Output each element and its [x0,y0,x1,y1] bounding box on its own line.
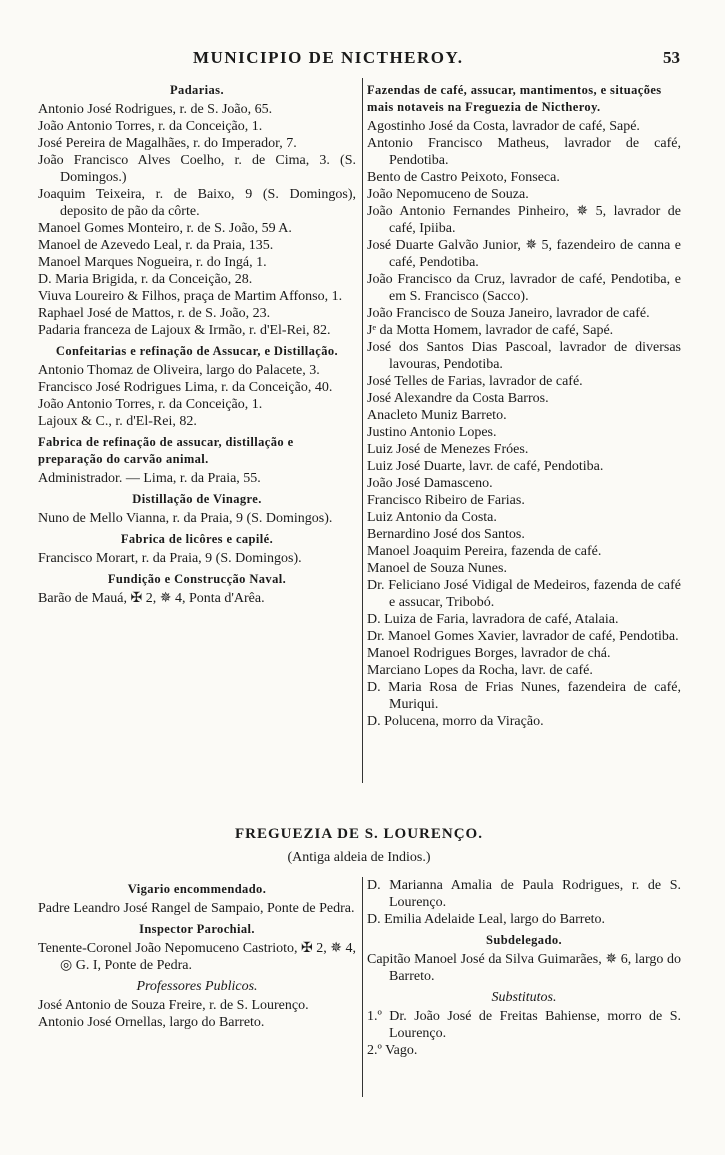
directory-entry: João Nepomuceno de Souza. [367,187,529,202]
category-heading: Fabrica de refinação de assucar, distillação e preparação do carvão animal. [38,435,294,466]
directory-entry: Lajoux & C., r. d'El-Rei, 82. [38,414,197,429]
directory-entry: José Pereira de Magalhães, r. do Imperador, 7. [38,136,297,151]
category-heading: Padarias. [170,83,224,97]
directory-entry: Antonio Thomaz de Oliveira, largo do Palacete, 3. [38,363,320,378]
directory-entry: Francisco José Rodrigues Lima, r. da Conceição, 40. [38,380,333,395]
directory-entry: Francisco Ribeiro de Farias. [367,493,525,508]
category-heading: Confeitarias e refinação de Assucar, e Distillação. [55,344,339,358]
category-heading: Fabrica de licôres e capilé. [120,532,274,546]
directory-entry: D. Emilia Adelaide Leal, largo do Barreto. [367,912,606,927]
directory-entry: Luiz Antonio da Costa. [367,510,497,525]
directory-entry: Justino Antonio Lopes. [367,425,497,440]
directory-entry: João José Damasceno. [367,476,493,491]
category-heading: Substitutos. [491,990,557,1005]
right-column-sao-lourenco [362,877,681,1097]
directory-entry: João Antonio Torres, r. da Conceição, 1. [38,397,263,412]
directory-entry: 1.º Dr. João José de Freitas Bahiense, morro de S. Lourenço. [367,1009,681,1041]
directory-entry: Antonio Francisco Matheus, lavrador de café, Pendotiba. [367,136,681,168]
directory-entry: Manoel de Souza Nunes. [367,561,507,576]
left-column-nictheroy [38,78,356,783]
left-column-sao-lourenco [38,877,356,1097]
directory-entry: Luiz José Duarte, lavr. de café, Pendotiba. [367,459,604,474]
directory-entry: João Francisco da Cruz, lavrador de café, Pendotiba, e em S. Francisco (Sacco). [367,272,681,304]
directory-entry: João Antonio Fernandes Pinheiro, ✵ 5, lavrador de café, Ipiiba. [367,204,681,236]
category-heading: Subdelegado. [485,933,562,947]
directory-entry: Agostinho José da Costa, lavrador de café, Sapé. [367,119,640,134]
page-title: MUNICIPIO DE NICTHEROY. [193,48,464,67]
category-heading: Inspector Parochial. [139,922,255,936]
directory-entry: Padre Leandro José Rangel de Sampaio, Ponte de Pedra. [38,901,355,916]
directory-entry: 2.º Vago. [367,1043,418,1058]
directory-entry: Administrador. — Lima, r. da Praia, 55. [38,471,261,486]
right-column-fazendas [362,78,681,783]
directory-entry: Dr. Manoel Gomes Xavier, lavrador de café, Pendotiba. [367,629,679,644]
directory-entry: José dos Santos Dias Pascoal, lavrador de diversas lavouras, Pendotiba. [367,340,681,372]
directory-entry: Marciano Lopes da Rocha, lavr. de café. [367,663,593,678]
directory-entry: Viuva Loureiro & Filhos, praça de Martim Affonso, 1. [38,289,343,304]
directory-entry: D. Polucena, morro da Viração. [367,714,544,729]
directory-entry: Luiz José de Menezes Fróes. [367,442,529,457]
directory-entry: Dr. Feliciano José Vidigal de Medeiros, fazenda de café e assucar, Tribobó. [367,578,681,610]
category-heading: Fazendas de café, assucar, mantimentos, e situações mais notaveis na Freguezia de Nictheroy. [367,83,662,114]
directory-entry: Anacleto Muniz Barreto. [367,408,507,423]
directory-entry: Capitão Manoel José da Silva Guimarães, ✵ 6, largo do Barreto. [367,952,681,984]
section-subtitle: (Antiga aldeia de Indios.) [287,850,431,865]
directory-entry: José Duarte Galvão Junior, ✵ 5, fazendeiro de canna e café, Pendotiba. [367,238,681,270]
directory-entry: Nuno de Mello Vianna, r. da Praia, 9 (S. Domingos). [38,511,333,526]
directory-entry: Tenente-Coronel João Nepomuceno Castrioto, ✠ 2, ✵ 4, ◎ G. I, Ponte de Pedra. [38,941,356,973]
directory-entry: D. Maria Rosa de Frias Nunes, fazendeira de café, Muriqui. [367,680,681,712]
directory-entry: Raphael José de Mattos, r. de S. João, 23. [38,306,271,321]
directory-entry: Manoel Marques Nogueira, r. do Ingá, 1. [38,255,267,270]
directory-entry: José Alexandre da Costa Barros. [367,391,549,406]
directory-entry: Bernardino José dos Santos. [367,527,525,542]
directory-entry: Manoel de Azevedo Leal, r. da Praia, 135. [38,238,274,253]
category-heading: Fundição e Construcção Naval. [107,572,287,586]
directory-entry: Bento de Castro Peixoto, Fonseca. [367,170,560,185]
directory-entry: João Francisco Alves Coelho, r. de Cima, 3. (S. Domingos.) [38,153,356,185]
directory-entry: Joaquim Teixeira, r. de Baixo, 9 (S. Domingos), deposito de pão da côrte. [38,187,356,219]
directory-entry: Manoel Joaquim Pereira, fazenda de café. [367,544,602,559]
directory-entry: Barão de Mauá, ✠ 2, ✵ 4, Ponta d'Arêa. [38,591,265,606]
directory-entry: Jᵉ da Motta Homem, lavrador de café, Sapé. [367,323,614,338]
directory-entry: Francisco Morart, r. da Praia, 9 (S. Domingos). [38,551,302,566]
category-heading: Distillação de Vinagre. [132,492,262,506]
running-head [38,48,680,70]
directory-entry: D. Luiza de Faria, lavradora de café, Atalaia. [367,612,619,627]
directory-entry: Manoel Rodrigues Borges, lavrador de chá. [367,646,611,661]
directory-entry: Antonio José Rodrigues, r. de S. João, 65. [38,102,273,117]
category-heading: Vigario encommendado. [127,882,267,896]
directory-entry: João Francisco de Souza Janeiro, lavrador de café. [367,306,650,321]
directory-entry: Manoel Gomes Monteiro, r. de S. João, 59 A. [38,221,292,236]
category-heading: Professores Publicos. [136,979,258,994]
directory-entry: D. Maria Brigida, r. da Conceição, 28. [38,272,253,287]
directory-entry: João Antonio Torres, r. da Conceição, 1. [38,119,263,134]
directory-entry: José Telles de Farias, lavrador de café. [367,374,583,389]
section-title: FREGUEZIA DE S. LOURENÇO. [235,826,483,842]
page-number: 53 [663,48,680,67]
directory-entry: D. Marianna Amalia de Paula Rodrigues, r. de S. Lourenço. [367,878,681,910]
directory-entry: Antonio José Ornellas, largo do Barreto. [38,1015,265,1030]
directory-entry: Padaria franceza de Lajoux & Irmão, r. d'El-Rei, 82. [38,323,331,338]
almanac-page [38,0,680,1155]
directory-entry: José Antonio de Souza Freire, r. de S. Lourenço. [38,998,309,1013]
